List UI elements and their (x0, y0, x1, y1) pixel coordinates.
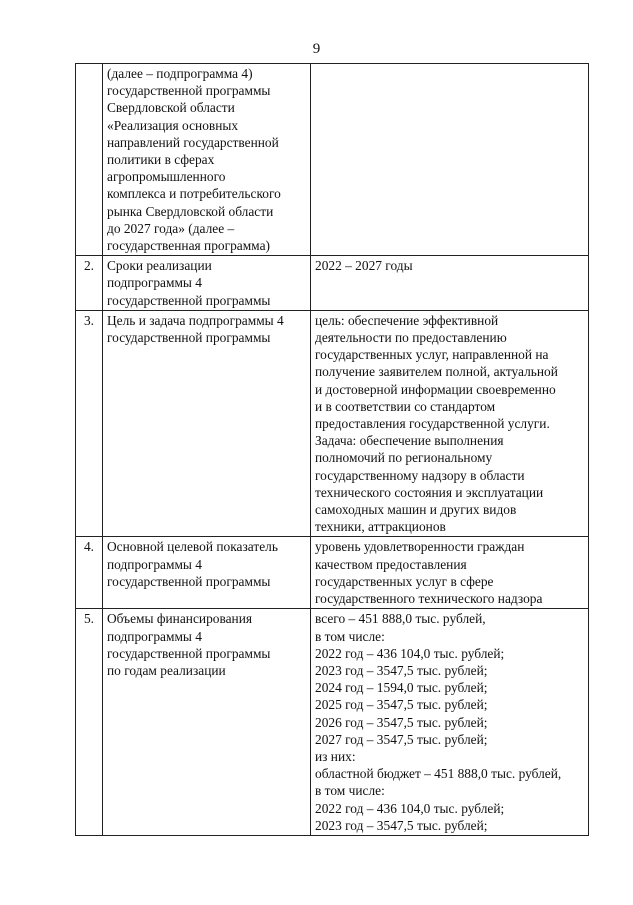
page-number: 9 (312, 41, 321, 57)
subprogram-passport-table (75, 63, 589, 836)
row-number-cell (76, 64, 103, 256)
parameter-value-cell: 2022 – 2027 годы (311, 256, 589, 311)
table-row (76, 256, 589, 311)
row-number-cell: 2. (76, 256, 103, 311)
table-row (76, 537, 589, 609)
parameter-name-cell: Сроки реализации подпрограммы 4 государственной программы (103, 256, 311, 311)
table-row (76, 310, 589, 537)
row-number-cell: 5. (76, 609, 103, 836)
row-number-cell: 4. (76, 537, 103, 609)
parameter-name-cell: Основной целевой показатель подпрограммы 4 государственной программы (103, 537, 311, 609)
parameter-value-cell: цель: обеспечение эффективной деятельности по предоставлению государственных услуг, направленной на получение заявителем полной, актуальной и достоверной информации своевременно и в соответствии со стандартом предоставления государственной услуги. Задача: обеспечение выполнения полномочий по региональному государственному надзору в области технического состояния и эксплуатации самоходных машин и других видов техники, аттракционов (311, 310, 589, 537)
row-number-cell: 3. (76, 310, 103, 537)
table-row (76, 609, 589, 836)
parameter-value-cell: всего – 451 888,0 тыс. рублей, в том числе: 2022 год – 436 104,0 тыс. рублей; 2023 год – 3547,5 тыс. рублей; 2024 год – 1594,0 тыс. рублей; 2025 год – 3547,5 тыс. рублей; 2026 год – 3547,5 тыс. рублей; 2027 год – 3547,5 тыс. рублей; из них: областной бюджет – 451 888,0 тыс. рублей, в том числе: 2022 год – 436 104,0 тыс. рублей; 2023 год – 3547,5 тыс. рублей; (311, 609, 589, 836)
parameter-value-cell (311, 64, 589, 256)
table-row (76, 64, 589, 256)
parameter-name-cell: Объемы финансирования подпрограммы 4 государственной программы по годам реализации (103, 609, 311, 836)
parameter-value-cell: уровень удовлетворенности граждан качеством предоставления государственных услуг в сфере государственного технического надзора (311, 537, 589, 609)
parameter-name-cell: (далее – подпрограмма 4) государственной программы Свердловской области «Реализация основных направлений государственной политики в сферах агропромышленного комплекса и потребительского рынка Свердловской области до 2027 года» (далее – государственная программа) (103, 64, 311, 256)
parameter-name-cell: Цель и задача подпрограммы 4 государственной программы (103, 310, 311, 537)
